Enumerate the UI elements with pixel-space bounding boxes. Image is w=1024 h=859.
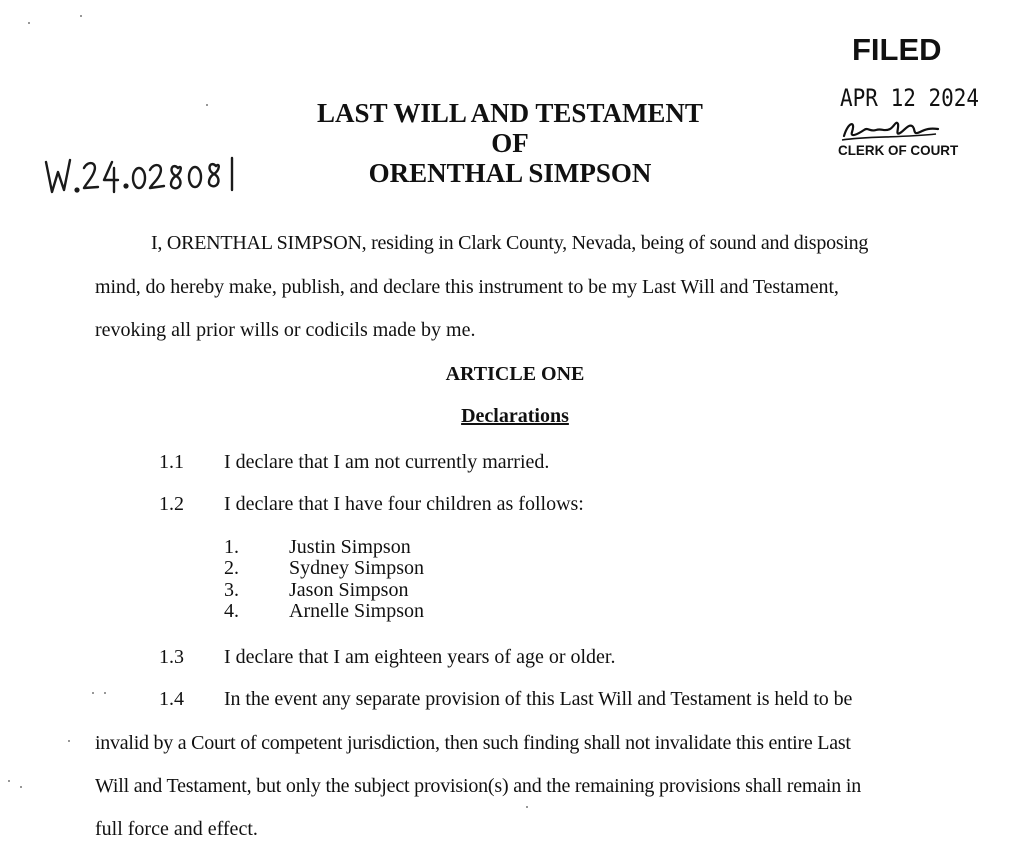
intro-line-1: I, ORENTHAL SIMPSON, residing in Clark County, Nevada, being of sound and disposing bbox=[151, 232, 869, 254]
article-subheading: Declarations bbox=[461, 405, 569, 427]
clause-number: 1.3 bbox=[159, 646, 184, 668]
clause-text-continued: full force and effect. bbox=[95, 818, 258, 840]
child-name: Arnelle Simpson bbox=[289, 600, 424, 622]
clause-number: 1.2 bbox=[159, 493, 184, 515]
clause-text: I declare that I have four children as follows: bbox=[224, 493, 584, 515]
intro-line-3: revoking all prior wills or codicils made by me. bbox=[95, 319, 476, 341]
document-title-line3: ORENTHAL SIMPSON bbox=[368, 158, 652, 188]
scan-speck bbox=[92, 692, 94, 694]
handwritten-case-number bbox=[40, 150, 250, 205]
article-heading: ARTICLE ONE bbox=[445, 363, 585, 385]
clause-text: I declare that I am eighteen years of age or older. bbox=[224, 646, 616, 668]
filed-stamp: FILED bbox=[852, 32, 942, 67]
scan-speck bbox=[104, 692, 106, 694]
child-name: Sydney Simpson bbox=[289, 557, 425, 579]
scan-speck bbox=[526, 806, 528, 808]
document-title-line2: OF bbox=[491, 128, 529, 158]
scan-speck bbox=[206, 104, 208, 106]
child-number: 3. bbox=[224, 579, 239, 601]
clause-number: 1.4 bbox=[159, 688, 184, 710]
clause-number: 1.1 bbox=[159, 451, 184, 473]
scan-speck bbox=[28, 22, 30, 24]
clause-text: In the event any separate provision of this Last Will and Testament is held to be bbox=[224, 688, 853, 710]
child-number: 2. bbox=[224, 557, 239, 579]
scan-speck bbox=[20, 786, 22, 788]
child-number: 4. bbox=[224, 600, 239, 622]
scan-speck bbox=[68, 740, 70, 742]
clerk-of-court-label: CLERK OF COURT bbox=[838, 142, 959, 158]
filed-date: APR 12 2024 bbox=[840, 84, 980, 112]
scan-speck bbox=[80, 15, 82, 17]
scan-speck bbox=[8, 780, 10, 782]
clause-text-continued: Will and Testament, but only the subject provision(s) and the remaining provisions shall remain in bbox=[95, 775, 862, 797]
child-number: 1. bbox=[224, 536, 239, 558]
clause-text-continued: invalid by a Court of competent jurisdiction, then such finding shall not invalidate this entire Last bbox=[95, 732, 851, 754]
child-name: Justin Simpson bbox=[289, 536, 411, 558]
document-title-line1: LAST WILL AND TESTAMENT bbox=[317, 98, 703, 128]
intro-line-2: mind, do hereby make, publish, and declare this instrument to be my Last Will and Testament, bbox=[95, 276, 839, 298]
child-name: Jason Simpson bbox=[289, 579, 409, 601]
clause-text: I declare that I am not currently married. bbox=[224, 451, 550, 473]
